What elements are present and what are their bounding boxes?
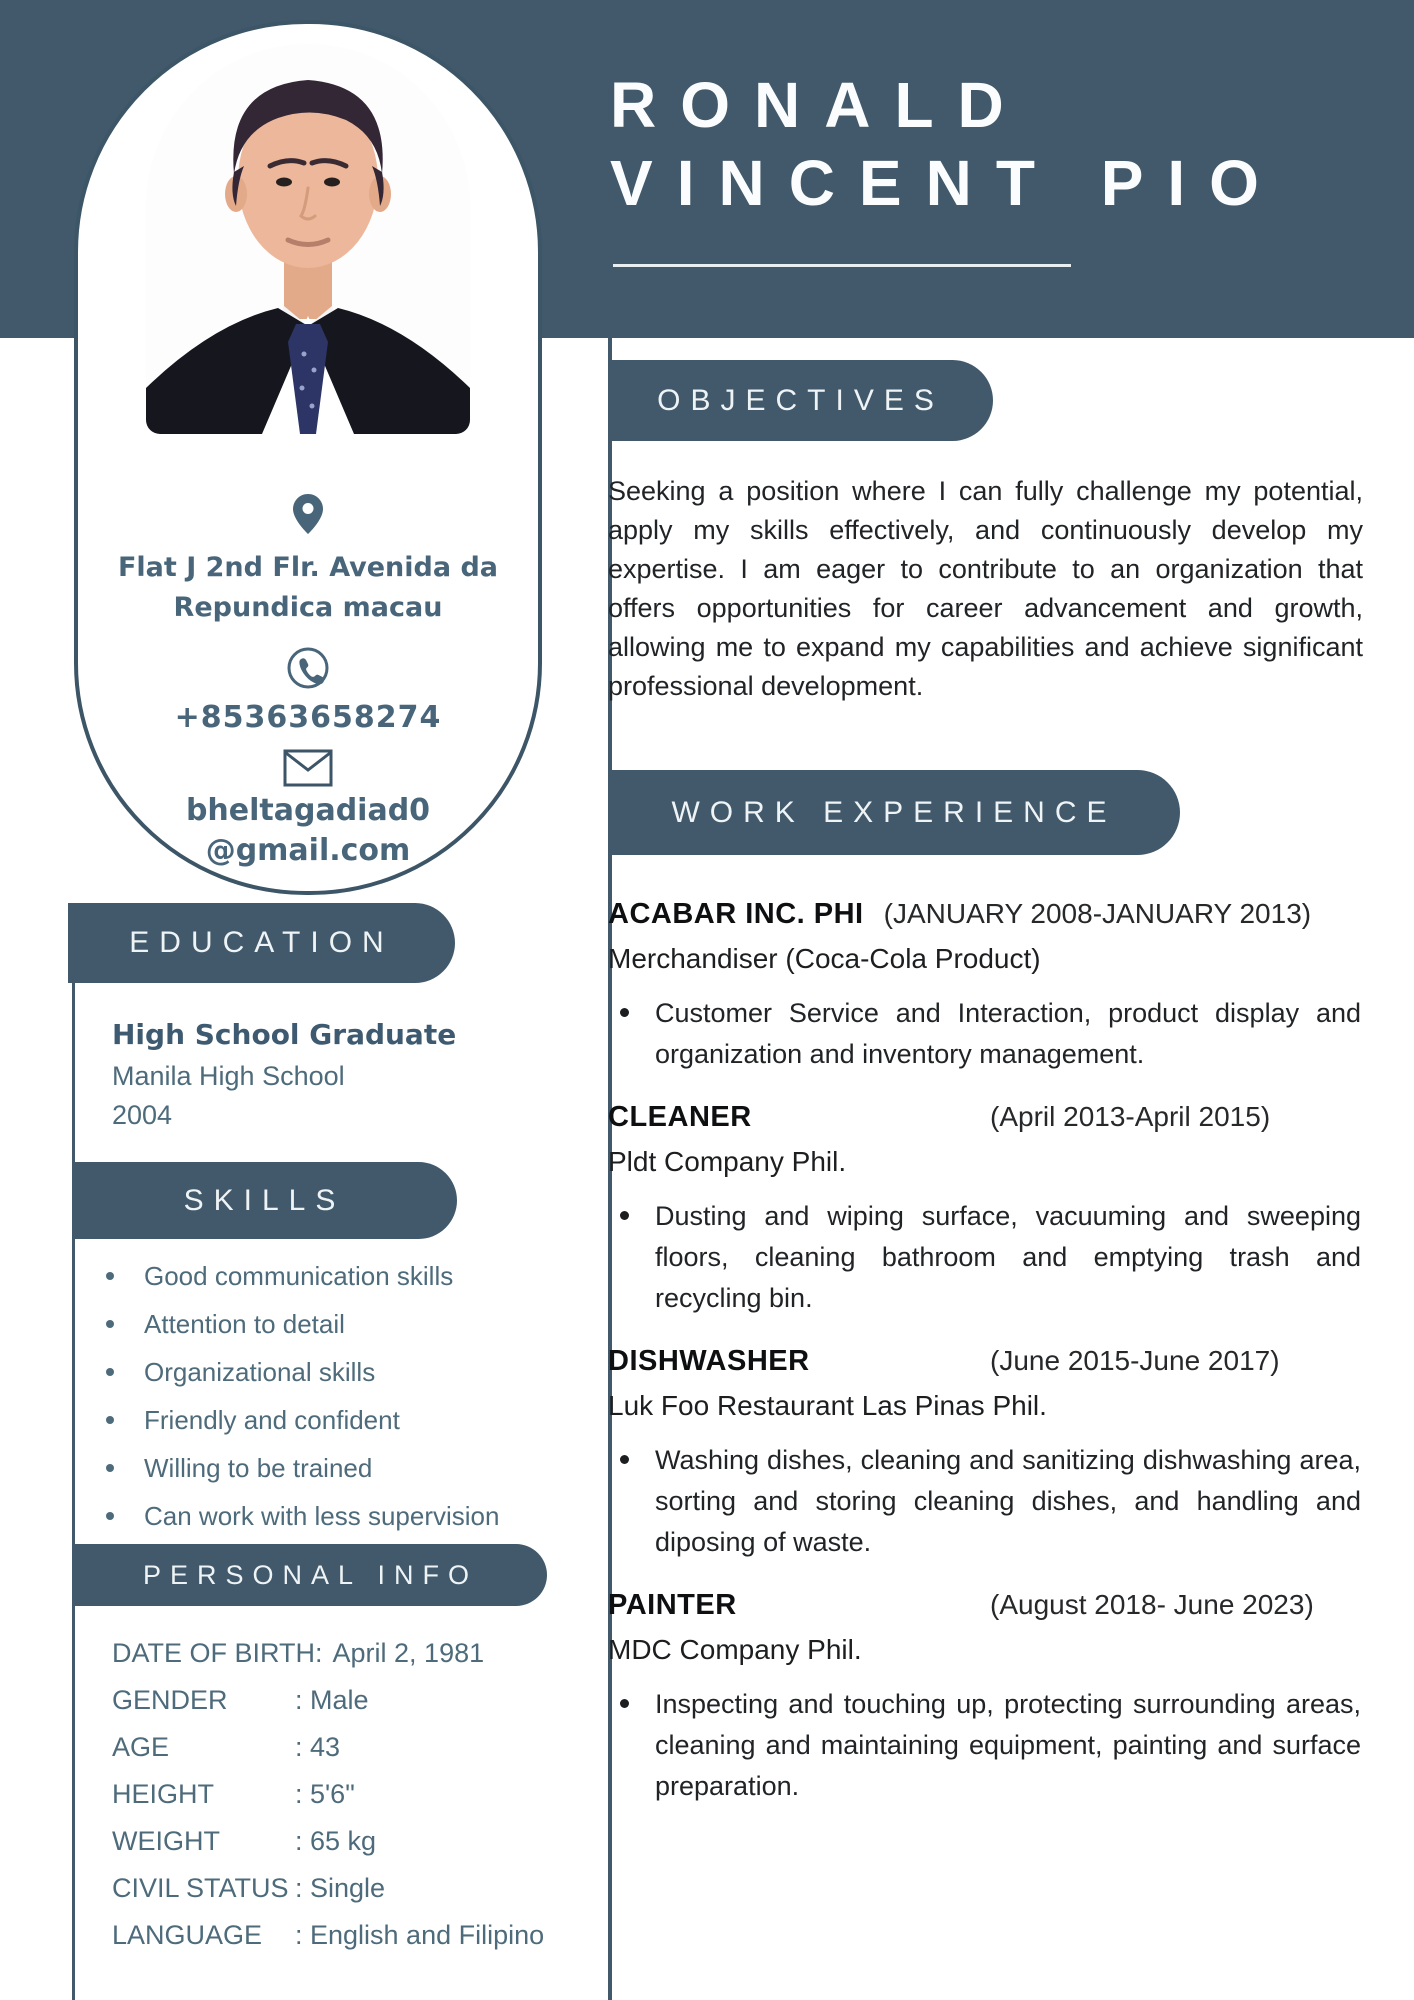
skill-item bbox=[98, 1348, 538, 1396]
skill-item bbox=[98, 1444, 538, 1492]
bullet-dot bbox=[106, 1512, 114, 1520]
personal-info-row bbox=[112, 1630, 572, 1677]
work-entry bbox=[608, 1589, 1363, 1807]
section-header-education: EDUCATION bbox=[68, 903, 455, 983]
job-role: Luk Foo Restaurant Las Pinas Phil. bbox=[608, 1390, 1047, 1421]
skill-item bbox=[98, 1492, 538, 1540]
job-duty-text: Customer Service and Interaction, product display and organization and inventory management. bbox=[655, 998, 1361, 1069]
skill-item bbox=[98, 1252, 538, 1300]
personal-info-label: GENDER bbox=[112, 1685, 228, 1715]
job-duty-text: Washing dishes, cleaning and sanitizing dishwashing area, sorting and storing cleaning dishes, and handling and diposing of waste. bbox=[655, 1445, 1361, 1557]
personal-info-label: DATE OF BIRTH: bbox=[112, 1638, 323, 1668]
personal-info-label: AGE bbox=[112, 1732, 170, 1762]
personal-info-value: : 65 kg bbox=[295, 1826, 377, 1856]
personal-info-value: : 43 bbox=[295, 1732, 341, 1762]
address-line-1: Flat J 2nd Flr. Avenida da bbox=[117, 552, 499, 583]
section-header-skills: SKILLS bbox=[72, 1162, 457, 1239]
personal-info-value: April 2, 1981 bbox=[332, 1638, 485, 1668]
work-entry-header bbox=[608, 1345, 1363, 1378]
personal-info-row bbox=[112, 1912, 572, 1959]
name-underline bbox=[613, 264, 1071, 267]
section-header-work-experience: WORK EXPERIENCE bbox=[608, 770, 1180, 855]
education-block bbox=[112, 1018, 532, 1131]
skill-label: Organizational skills bbox=[144, 1356, 376, 1387]
skill-label: Attention to detail bbox=[144, 1308, 345, 1339]
bullet-dot bbox=[620, 1211, 629, 1220]
work-entry-header bbox=[608, 898, 1363, 931]
job-duty bbox=[608, 1196, 1363, 1319]
job-duty bbox=[608, 1440, 1363, 1563]
skill-label: Can work with less supervision bbox=[144, 1500, 500, 1531]
bullet-dot bbox=[106, 1464, 114, 1472]
bullet-dot bbox=[106, 1368, 114, 1376]
personal-info-row bbox=[112, 1724, 572, 1771]
company-name: CLEANER bbox=[608, 1101, 752, 1133]
work-entry-header bbox=[608, 1589, 1363, 1622]
personal-info-row bbox=[112, 1677, 572, 1724]
personal-info-value: : Single bbox=[295, 1873, 386, 1903]
personal-info-list bbox=[112, 1630, 572, 1959]
employment-dates: (June 2015-June 2017) bbox=[990, 1345, 1280, 1376]
job-role: MDC Company Phil. bbox=[608, 1634, 862, 1665]
personal-info-row bbox=[112, 1818, 572, 1865]
profile-photo bbox=[146, 44, 470, 434]
employment-dates: (JANUARY 2008-JANUARY 2013) bbox=[883, 898, 1312, 929]
education-degree: High School Graduate bbox=[112, 1018, 457, 1051]
employment-dates: (August 2018- June 2023) bbox=[990, 1589, 1314, 1620]
bullet-dot bbox=[106, 1272, 114, 1280]
skill-label: Friendly and confident bbox=[144, 1404, 400, 1435]
education-school: Manila High School bbox=[112, 1061, 345, 1091]
bullet-dot bbox=[620, 1699, 629, 1708]
personal-info-row bbox=[112, 1771, 572, 1818]
job-duty bbox=[608, 1684, 1363, 1807]
email-icon bbox=[283, 749, 333, 791]
objectives-text: Seeking a position where I can fully challenge my potential, apply my skills effectively, and continuously develop my expertise. I am eager to contribute to an organization that offers opportunities for career advancement and growth, allowing me to expand my capabilities and achieve significant professional development. bbox=[608, 476, 1363, 701]
job-duty-text: Inspecting and touching up, protecting surrounding areas, cleaning and maintaining equipment, painting and surface preparation. bbox=[655, 1689, 1361, 1801]
job-duty bbox=[608, 993, 1363, 1075]
company-name: DISHWASHER bbox=[608, 1345, 810, 1377]
education-year: 2004 bbox=[112, 1100, 173, 1130]
bullet-dot bbox=[106, 1320, 114, 1328]
bullet-dot bbox=[620, 1455, 629, 1464]
skills-list bbox=[98, 1252, 538, 1540]
personal-info-value: : English and Filipino bbox=[295, 1920, 545, 1950]
work-entry bbox=[608, 898, 1363, 1075]
bullet-dot bbox=[106, 1416, 114, 1424]
personal-info-label: LANGUAGE bbox=[112, 1920, 263, 1950]
phone-icon bbox=[286, 646, 330, 694]
phone-number: +85363658274 bbox=[174, 700, 442, 735]
address-line-2: Repundica macau bbox=[173, 592, 443, 623]
job-role: Merchandiser (Coca-Cola Product) bbox=[608, 943, 1041, 974]
sidebar-rule bbox=[72, 903, 75, 2000]
job-role: Pldt Company Phil. bbox=[608, 1146, 847, 1177]
name-line-2: VINCENT PIO bbox=[610, 147, 1283, 219]
skill-item bbox=[98, 1300, 538, 1348]
section-header-personal-info: PERSONAL INFO bbox=[74, 1544, 547, 1606]
section-header-objectives: OBJECTIVES bbox=[608, 360, 993, 441]
skill-label: Willing to be trained bbox=[144, 1452, 373, 1483]
name-line-1: RONALD bbox=[610, 69, 1028, 141]
personal-info-label: CIVIL STATUS bbox=[112, 1873, 289, 1903]
personal-info-row bbox=[112, 1865, 572, 1912]
bullet-dot bbox=[620, 1008, 629, 1017]
employment-dates: (April 2013-April 2015) bbox=[990, 1101, 1271, 1132]
location-pin-icon bbox=[291, 492, 325, 540]
avatar-illustration bbox=[146, 44, 470, 434]
contact-block bbox=[78, 492, 538, 871]
email-line-1: bheltagadiad0 bbox=[185, 793, 431, 828]
personal-info-value: : Male bbox=[295, 1685, 369, 1715]
work-entry bbox=[608, 1101, 1363, 1319]
company-name: PAINTER bbox=[608, 1589, 737, 1621]
address bbox=[78, 548, 538, 628]
page-title bbox=[610, 66, 1283, 222]
personal-info-label: HEIGHT bbox=[112, 1779, 215, 1809]
work-experience-list bbox=[608, 898, 1363, 1833]
email-line-2: @gmail.com bbox=[205, 833, 411, 868]
company-name: ACABAR INC. PHI bbox=[608, 898, 864, 930]
work-entry bbox=[608, 1345, 1363, 1563]
skill-item bbox=[98, 1396, 538, 1444]
work-entry-header bbox=[608, 1101, 1363, 1134]
skill-label: Good communication skills bbox=[144, 1260, 454, 1291]
personal-info-value: : 5'6" bbox=[295, 1779, 355, 1809]
job-duty-text: Dusting and wiping surface, vacuuming and sweeping floors, cleaning bathroom and emptying trash and recycling bin. bbox=[655, 1201, 1361, 1313]
personal-info-label: WEIGHT bbox=[112, 1826, 220, 1856]
